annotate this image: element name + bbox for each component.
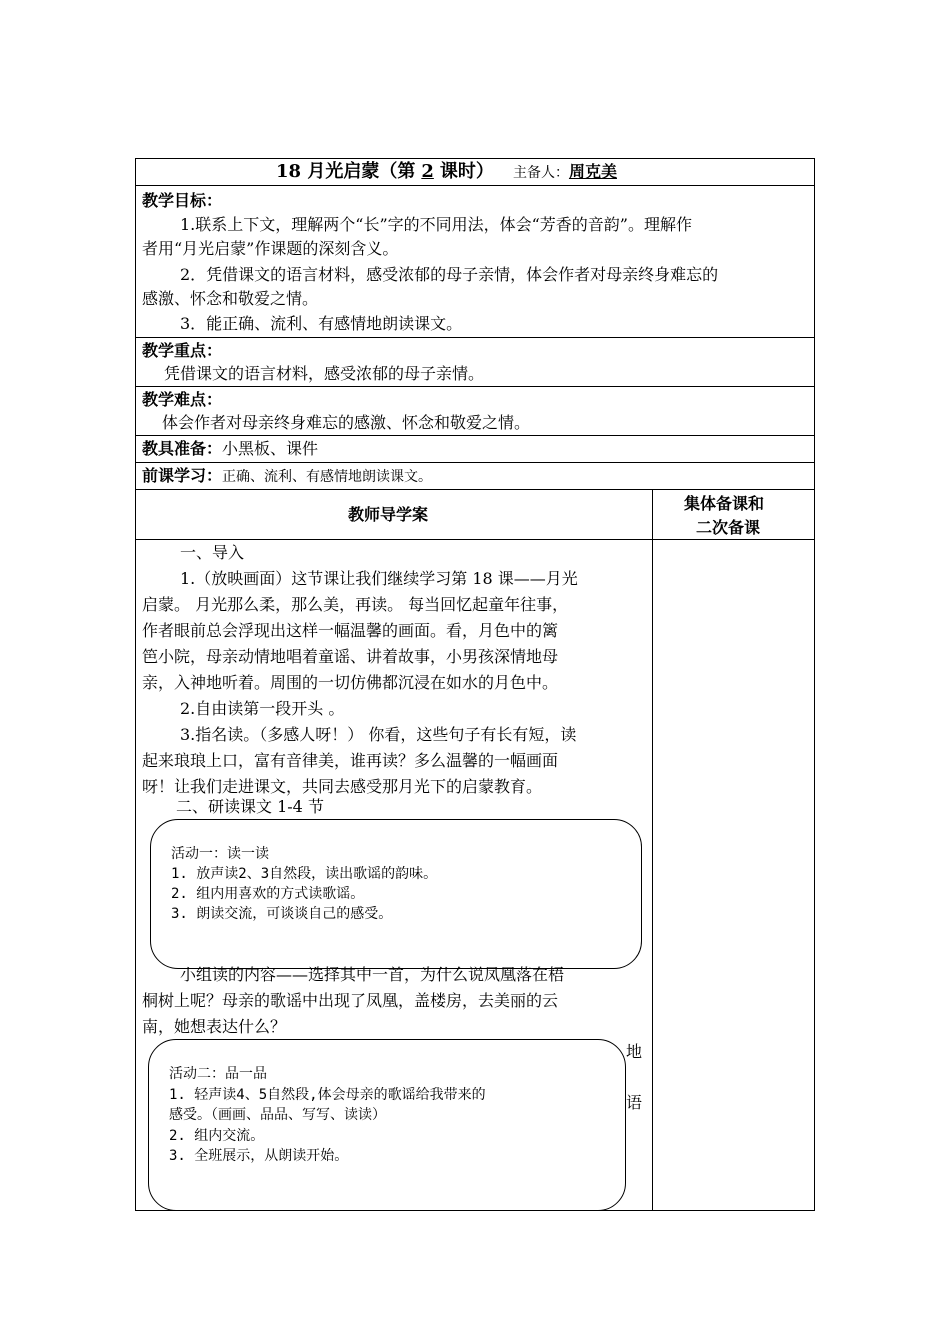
group-prep-header-2: 二次备课 [696, 518, 761, 537]
goals-heading: 教学目标： [142, 191, 223, 210]
group-reading-line: 南，她想表达什么？ [142, 1017, 287, 1036]
goal-1-line-1: 1.联系上下文，理解两个“长”字的不同用法，体会“芳香的音韵”。理解作 [180, 215, 692, 234]
key-points-text: 凭借课文的语言材料，感受浓郁的母子亲情。 [164, 364, 485, 383]
lesson-number: 2 [421, 161, 434, 182]
pre-study-text: 正确、流利、有感情地朗读课文。 [222, 469, 433, 485]
hidden-text-fragment: 地 [626, 1042, 643, 1061]
key-points-section [136, 338, 814, 387]
goals-section [136, 186, 814, 338]
activity-2-title: 活动二：品一品 [169, 1066, 267, 1082]
difficulties-heading: 教学难点： [142, 390, 223, 409]
intro-paragraph-line: 启蒙。 月光那么柔，那么美，再读。 每当回忆起童年往事， [142, 595, 569, 614]
title-row [136, 159, 814, 186]
activity-1-item: 1. 放声读2、3自然段，读出歌谣的韵味。 [171, 866, 438, 882]
activity-2-item: 3. 全班展示，从朗读开始。 [169, 1148, 349, 1164]
free-reading-step: 2.自由读第一段开头 。 [180, 699, 345, 718]
materials-heading: 教具准备： [142, 439, 223, 458]
materials-section [136, 436, 814, 463]
difficulties-section [136, 387, 814, 436]
activity-1-item: 2. 组内用喜欢的方式读歌谣。 [171, 886, 365, 902]
hidden-text-fragment: 语 [626, 1093, 643, 1112]
group-prep-header-1: 集体备课和 [684, 494, 765, 513]
goal-2-line-1: 2．凭借课文的语言材料，感受浓郁的母子亲情，体会作者对母亲终身难忘的 [180, 265, 719, 284]
activity-1-title: 活动一：读一读 [171, 846, 269, 862]
activity-1-box [150, 819, 642, 969]
activity-2-item: 2. 组内交流。 [169, 1128, 265, 1144]
named-reading-line: 起来琅琅上口，富有音律美，谁再读？多么温馨的一幅画面 [142, 751, 559, 770]
intro-paragraph-line: 笆小院，母亲动情地唱着童谣、讲着故事，小男孩深情地母 [142, 647, 559, 666]
preparer-name: 周克美 [568, 162, 617, 181]
named-reading-line: 呀！让我们走进课文，共同去感受那月光下的启蒙教育。 [142, 777, 543, 796]
group-reading-line: 桐树上呢？母亲的歌谣中出现了凤凰，盖楼房，去美丽的云 [142, 991, 559, 1010]
section-study-heading: 二、研读课文 1-4 节 [176, 797, 324, 816]
title-end: 课时） [439, 161, 494, 182]
teacher-guide-header: 教师导学案 [348, 505, 429, 524]
intro-paragraph-line: 作者眼前总会浮现出这样一幅温馨的画面。看，月色中的篱 [142, 621, 559, 640]
page-title [276, 160, 655, 185]
pre-study-line [142, 464, 432, 489]
named-reading-line: 3.指名读。（多感人呀！） 你看，这些句子有长有短，读 [180, 725, 577, 744]
lesson-plan-table [135, 158, 815, 1211]
goal-2-line-2: 感激、怀念和敬爱之情。 [142, 289, 319, 308]
materials-text: 小黑板、课件 [222, 439, 319, 458]
goal-3: 3．能正确、流利、有感情地朗读课文。 [180, 314, 463, 333]
materials-line [142, 437, 318, 461]
section-intro-heading: 一、导入 [180, 543, 245, 562]
column-header-row [136, 490, 814, 540]
intro-paragraph-line: 1.（放映画面）这节课让我们继续学习第 18 课——月光 [180, 569, 578, 588]
activity-1-item: 3. 朗读交流，可谈谈自己的感受。 [171, 906, 393, 922]
preparer-label: 主备人： [512, 165, 569, 181]
activity-2-item: 1. 轻声读4、5自然段,体会母亲的歌谣给我带来的 [169, 1087, 486, 1103]
goal-1-line-2: 者用“月光启蒙”作课题的深刻含义。 [142, 239, 399, 258]
activity-2-box [148, 1039, 626, 1211]
activity-2-item: 感受。（画画、品品、写写、读读） [169, 1107, 386, 1123]
pre-study-section [136, 463, 814, 490]
pre-study-heading: 前课学习： [142, 466, 223, 485]
column-divider [652, 489, 653, 1210]
group-reading-line: 小组读的内容——选择其中一首，为什么说凤凰落在梧 [180, 965, 565, 984]
intro-paragraph-line: 亲，入神地听着。周围的一切仿佛都沉浸在如水的月色中。 [142, 673, 559, 692]
key-points-heading: 教学重点： [142, 341, 223, 360]
title-text: 18 月光启蒙（第 [276, 161, 416, 182]
difficulties-text: 体会作者对母亲终身难忘的感激、怀念和敬爱之情。 [162, 413, 531, 432]
